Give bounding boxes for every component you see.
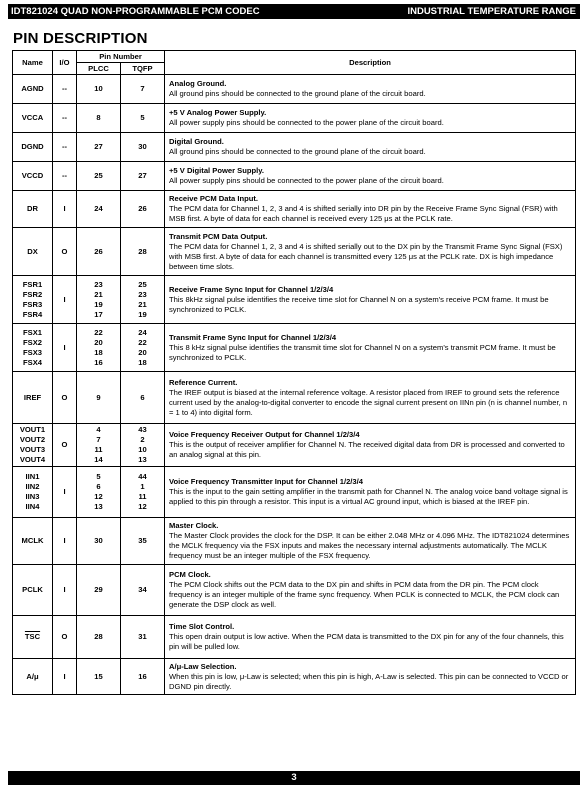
- pin-description-title: PCM Clock.: [169, 570, 211, 579]
- pin-tqfp: [121, 133, 165, 162]
- pin-description-title: Analog Ground.: [169, 79, 227, 88]
- pin-plcc: [77, 75, 121, 104]
- pin-description-body: All power supply pins should be connected to the power plane of the circuit board.: [169, 176, 444, 185]
- pin-io: O: [53, 424, 77, 467]
- pin-description: [165, 104, 576, 133]
- pin-plcc: [77, 424, 121, 467]
- pin-tqfp: [121, 372, 165, 424]
- pin-plcc: [77, 104, 121, 133]
- pin-name-value: VOUT3: [19, 445, 46, 454]
- pin-plcc-value: 7: [96, 435, 101, 444]
- pin-description-body: This is the input to the gain setting amplifier in the transmit path for Channel N. The analog voice band voltage signal is applied to this pin through a resistor. This input is a virtual AC ground input, which is biased at the IREF pin.: [169, 487, 568, 506]
- pin-tqfp: [121, 467, 165, 518]
- header-pin-number: Pin Number: [77, 51, 165, 63]
- pin-tqfp-value: 27: [138, 171, 147, 180]
- pin-io: --: [53, 75, 77, 104]
- page-header: [8, 4, 580, 19]
- pin-description-title: +5 V Digital Power Supply.: [169, 166, 265, 175]
- pin-description-body: The IREF output is biased at the internal reference voltage. A resistor placed from IREF to ground sets the reference current used by the analog-to-digital converter to encode the signal current present on IINn pin (n is channel number, n = 1 to 4) into digital form.: [169, 387, 568, 417]
- pin-io: I: [53, 467, 77, 518]
- pin-plcc-value: 18: [94, 347, 103, 357]
- pin-plcc-value: 11: [94, 445, 103, 454]
- pin-tqfp-value: 34: [138, 585, 147, 594]
- pin-tqfp-value: 28: [138, 246, 147, 256]
- pin-tqfp-value: 31: [138, 632, 147, 641]
- pin-description: [165, 276, 576, 324]
- pin-description: [165, 424, 576, 467]
- pin-name: [13, 228, 53, 276]
- table-row: [13, 162, 576, 191]
- pin-description: [165, 75, 576, 104]
- pin-tqfp-value: 6: [140, 392, 145, 402]
- pin-description-table: [12, 50, 576, 695]
- pin-description-body: All ground pins should be connected to the ground plane of the circuit board.: [169, 147, 426, 156]
- pin-name-value: MCLK: [21, 536, 44, 545]
- pin-plcc: [77, 565, 121, 616]
- pin-rows: [13, 75, 576, 695]
- pin-plcc-value: 22: [94, 327, 103, 337]
- pin-io: O: [53, 616, 77, 659]
- pin-description-title: Receive PCM Data Input.: [169, 194, 259, 203]
- pin-name: [13, 518, 53, 565]
- pin-plcc-value: 10: [94, 84, 103, 93]
- pin-plcc-value: 25: [94, 171, 103, 180]
- pin-plcc: [77, 324, 121, 372]
- pin-tqfp-value: 22: [138, 337, 147, 347]
- pin-tqfp-value: 23: [138, 289, 147, 299]
- pin-tqfp-value: 18: [138, 357, 147, 367]
- pin-description-body: This 8 kHz signal pulse identifies the transmit time slot for Channel N on a system's transmit PCM frame. It must be synchronized to PCLK.: [169, 342, 556, 362]
- pin-plcc-value: 16: [94, 357, 103, 367]
- pin-name-value: FSX4: [23, 357, 42, 367]
- pin-description: [165, 162, 576, 191]
- pin-plcc-value: 8: [96, 113, 101, 122]
- pin-description-body: This open drain output is low active. When the PCM data is transmitted to the DX pin for any of the four channels, this pin will be pulled low.: [169, 632, 564, 651]
- pin-tqfp-value: 21: [138, 299, 147, 309]
- page-footer: [8, 771, 580, 785]
- pin-description-body: The PCM Clock shifts out the PCM data to the DX pin and shifts in PCM data from the DR pin. The PCM clock frequency is an integer multiple of the frame sync frequency. When PCLK is connected to MCLK, the PCM clock can generate the DSP clock as well.: [169, 580, 560, 609]
- pin-io: --: [53, 162, 77, 191]
- pin-name: [13, 372, 53, 424]
- pin-tqfp-value: 35: [138, 536, 147, 545]
- pin-name-value: FSR3: [22, 299, 43, 309]
- pin-plcc-value: 27: [94, 142, 103, 151]
- pin-plcc: [77, 616, 121, 659]
- pin-io: I: [53, 565, 77, 616]
- pin-io: I: [53, 324, 77, 372]
- pin-description-body: All ground pins should be connected to the ground plane of the circuit board.: [169, 89, 426, 98]
- pin-description-title: +5 V Analog Power Supply.: [169, 108, 267, 117]
- pin-tqfp: [121, 424, 165, 467]
- pin-tqfp: [121, 518, 165, 565]
- pin-tqfp: [121, 228, 165, 276]
- pin-description-title: Transmit Frame Sync Input for Channel 1/2/3/4: [169, 332, 337, 342]
- table-row: [13, 372, 576, 424]
- pin-plcc-value: 21: [94, 289, 103, 299]
- pin-tqfp: [121, 659, 165, 695]
- pin-io: I: [53, 518, 77, 565]
- pin-tqfp-value: 1: [140, 482, 145, 491]
- pin-name: [13, 162, 53, 191]
- pin-io: O: [53, 228, 77, 276]
- pin-plcc-value: 14: [94, 455, 103, 464]
- pin-description-title: A/μ-Law Selection.: [169, 661, 237, 671]
- pin-name-value: FSX2: [23, 337, 42, 347]
- pin-tqfp-value: 19: [138, 309, 147, 319]
- pin-tqfp-value: 26: [138, 204, 147, 213]
- pin-plcc-value: 4: [96, 425, 101, 434]
- pin-plcc-value: 5: [96, 472, 101, 481]
- pin-description-title: Time Slot Control.: [169, 622, 235, 631]
- pin-description-title: Digital Ground.: [169, 137, 224, 146]
- pin-description: [165, 324, 576, 372]
- pin-name: [13, 424, 53, 467]
- pin-plcc-value: 20: [94, 337, 103, 347]
- pin-io: O: [53, 372, 77, 424]
- pin-description-body: All power supply pins should be connected to the power plane of the circuit board.: [169, 118, 444, 127]
- pin-name: [13, 565, 53, 616]
- pin-name-value: VOUT2: [19, 435, 46, 444]
- pin-name: [13, 659, 53, 695]
- pin-name-value: IIN2: [25, 482, 40, 491]
- pin-description: [165, 518, 576, 565]
- table-row: [13, 276, 576, 324]
- pin-name-value: DR: [27, 204, 38, 213]
- pin-plcc: [77, 228, 121, 276]
- pin-plcc: [77, 467, 121, 518]
- pin-name: [13, 616, 53, 659]
- header-range: INDUSTRIAL TEMPERATURE RANGE: [407, 6, 576, 17]
- pin-description-body: The PCM data for Channel 1, 2, 3 and 4 is shifted serially out to the DX pin by the Transmit Frame Sync Signal (FSX) with MSB first. A byte of data for each channel is transmitted every 125 μs at the PCLK rate. DX is high impedance between time slots.: [169, 241, 563, 271]
- pin-tqfp-value: 13: [138, 455, 147, 464]
- pin-name-value: IREF: [23, 392, 42, 402]
- page-number: 3: [291, 772, 297, 783]
- pin-tqfp: [121, 162, 165, 191]
- pin-name-value: FSX1: [23, 327, 42, 337]
- pin-name-value: IIN3: [25, 492, 40, 501]
- pin-name-value: FSR1: [22, 279, 43, 289]
- pin-tqfp-value: 43: [138, 425, 147, 434]
- table-row: [13, 518, 576, 565]
- pin-description-body: When this pin is low, μ-Law is selected; when this pin is high, A-Law is selected. This pin can be connected to VCCD or DGND pin directly.: [169, 671, 569, 691]
- pin-description: [165, 228, 576, 276]
- pin-plcc-value: 6: [96, 482, 101, 491]
- pin-tqfp-value: 44: [138, 472, 147, 481]
- pin-tqfp-value: 5: [140, 113, 145, 122]
- pin-description-body: This is the output of receiver amplifier for Channel N. The received digital data from DR is processed and converted to an analog signal at this pin.: [169, 440, 565, 459]
- pin-name: [13, 133, 53, 162]
- header-tqfp: TQFP: [121, 63, 165, 75]
- pin-plcc-value: 13: [94, 502, 103, 511]
- pin-plcc-value: 26: [94, 246, 103, 256]
- table-row: [13, 565, 576, 616]
- section-title: PIN DESCRIPTION: [13, 30, 148, 47]
- pin-tqfp: [121, 104, 165, 133]
- pin-description-title: Transmit PCM Data Output.: [169, 231, 268, 241]
- pin-description: [165, 659, 576, 695]
- pin-io: I: [53, 659, 77, 695]
- table-row: [13, 75, 576, 104]
- header-io: I/O: [53, 51, 77, 75]
- table-row: [13, 324, 576, 372]
- pin-description-title: Voice Frequency Receiver Output for Channel 1/2/3/4: [169, 430, 360, 439]
- pin-description-body: The Master Clock provides the clock for the DSP. It can be either 2.048 MHz or 4.096 MHz. The IDT821024 determines the MCLK frequency via the FSX inputs and makes the necessary internal adjustments automatically. The MCLK frequency must be an integer multiple of the FSX frequency.: [169, 531, 570, 560]
- pin-name-value: VOUT1: [19, 425, 46, 434]
- pin-name-value: VCCD: [21, 171, 44, 180]
- pin-description-body: The PCM data for Channel 1, 2, 3 and 4 is shifted serially into DR pin by the Receive Frame Sync Signal (FSR) with MSB first. A byte of data for each channel is received every 125 μs at the PCLK rate.: [169, 204, 558, 223]
- pin-plcc-value: 24: [94, 204, 103, 213]
- pin-name: [13, 324, 53, 372]
- pin-description-title: Receive Frame Sync Input for Channel 1/2/3/4: [169, 284, 334, 294]
- table-row: [13, 228, 576, 276]
- pin-tqfp: [121, 565, 165, 616]
- pin-name: [13, 467, 53, 518]
- header-plcc: PLCC: [77, 63, 121, 75]
- pin-name-value: A/μ: [26, 671, 39, 681]
- pin-tqfp: [121, 191, 165, 228]
- table-row: [13, 659, 576, 695]
- pin-plcc-value: 29: [94, 585, 103, 594]
- pin-plcc: [77, 133, 121, 162]
- header-name: Name: [13, 51, 53, 75]
- table-row: [13, 467, 576, 518]
- pin-tqfp-value: 20: [138, 347, 147, 357]
- pin-name-value: VCCA: [21, 113, 44, 122]
- pin-name-value: FSX3: [23, 347, 42, 357]
- pin-name-value: DX: [27, 246, 38, 256]
- pin-name-value: AGND: [21, 84, 44, 93]
- pin-plcc: [77, 276, 121, 324]
- pin-plcc-value: 9: [96, 392, 101, 402]
- pin-plcc-value: 23: [94, 279, 103, 289]
- pin-description-title: Master Clock.: [169, 521, 219, 530]
- pin-tqfp-value: 25: [138, 279, 147, 289]
- pin-name-value: VOUT4: [19, 455, 46, 464]
- pin-name-value: $\overline{TSC}$: [24, 632, 41, 641]
- pin-name-value: IIN4: [25, 502, 40, 511]
- pin-name: [13, 191, 53, 228]
- pin-plcc-value: 28: [94, 632, 103, 641]
- pin-description-title: Reference Current.: [169, 377, 238, 387]
- pin-description: [165, 565, 576, 616]
- pin-tqfp: [121, 616, 165, 659]
- pin-name: [13, 75, 53, 104]
- pin-tqfp: [121, 75, 165, 104]
- pin-description: [165, 133, 576, 162]
- pin-description: [165, 372, 576, 424]
- pin-io: --: [53, 133, 77, 162]
- pin-io: I: [53, 276, 77, 324]
- pin-plcc-value: 17: [94, 309, 103, 319]
- pin-tqfp-value: 10: [138, 445, 147, 454]
- pin-tqfp-value: 24: [138, 327, 147, 337]
- pin-tqfp-value: 16: [138, 671, 147, 681]
- pin-plcc-value: 12: [94, 492, 103, 501]
- pin-name-value: FSR2: [22, 289, 43, 299]
- pin-description: [165, 616, 576, 659]
- pin-plcc-value: 15: [94, 671, 103, 681]
- header-description: Description: [165, 51, 576, 75]
- pin-description-body: This 8kHz signal pulse identifies the receive time slot for Channel N on a system's receive PCM frame. It must be synchronized to PCLK.: [169, 294, 549, 314]
- table-row: [13, 191, 576, 228]
- pin-name: [13, 276, 53, 324]
- pin-tqfp: [121, 276, 165, 324]
- pin-io: --: [53, 104, 77, 133]
- pin-tqfp-value: 2: [140, 435, 145, 444]
- pin-plcc: [77, 372, 121, 424]
- pin-name: [13, 104, 53, 133]
- pin-plcc: [77, 191, 121, 228]
- pin-plcc: [77, 518, 121, 565]
- pin-plcc-value: 19: [94, 299, 103, 309]
- pin-description: [165, 467, 576, 518]
- pin-tqfp-value: 11: [138, 492, 147, 501]
- pin-description-title: Voice Frequency Transmitter Input for Channel 1/2/3/4: [169, 477, 363, 486]
- pin-io: I: [53, 191, 77, 228]
- pin-description: [165, 191, 576, 228]
- table-row: [13, 424, 576, 467]
- pin-plcc: [77, 162, 121, 191]
- table-row: [13, 616, 576, 659]
- pin-name-value: DGND: [21, 142, 44, 151]
- pin-name-value: PCLK: [22, 585, 43, 594]
- table-row: [13, 104, 576, 133]
- header-title: IDT821024 QUAD NON-PROGRAMMABLE PCM CODEC: [11, 6, 260, 17]
- pin-tqfp-value: 30: [138, 142, 147, 151]
- pin-tqfp-value: 12: [138, 502, 147, 511]
- pin-tqfp-value: 7: [140, 84, 145, 93]
- table-row: [13, 133, 576, 162]
- pin-plcc: [77, 659, 121, 695]
- pin-tqfp: [121, 324, 165, 372]
- pin-plcc-value: 30: [94, 536, 103, 545]
- pin-name-value: IIN1: [25, 472, 40, 481]
- pin-name-value: FSR4: [22, 309, 43, 319]
